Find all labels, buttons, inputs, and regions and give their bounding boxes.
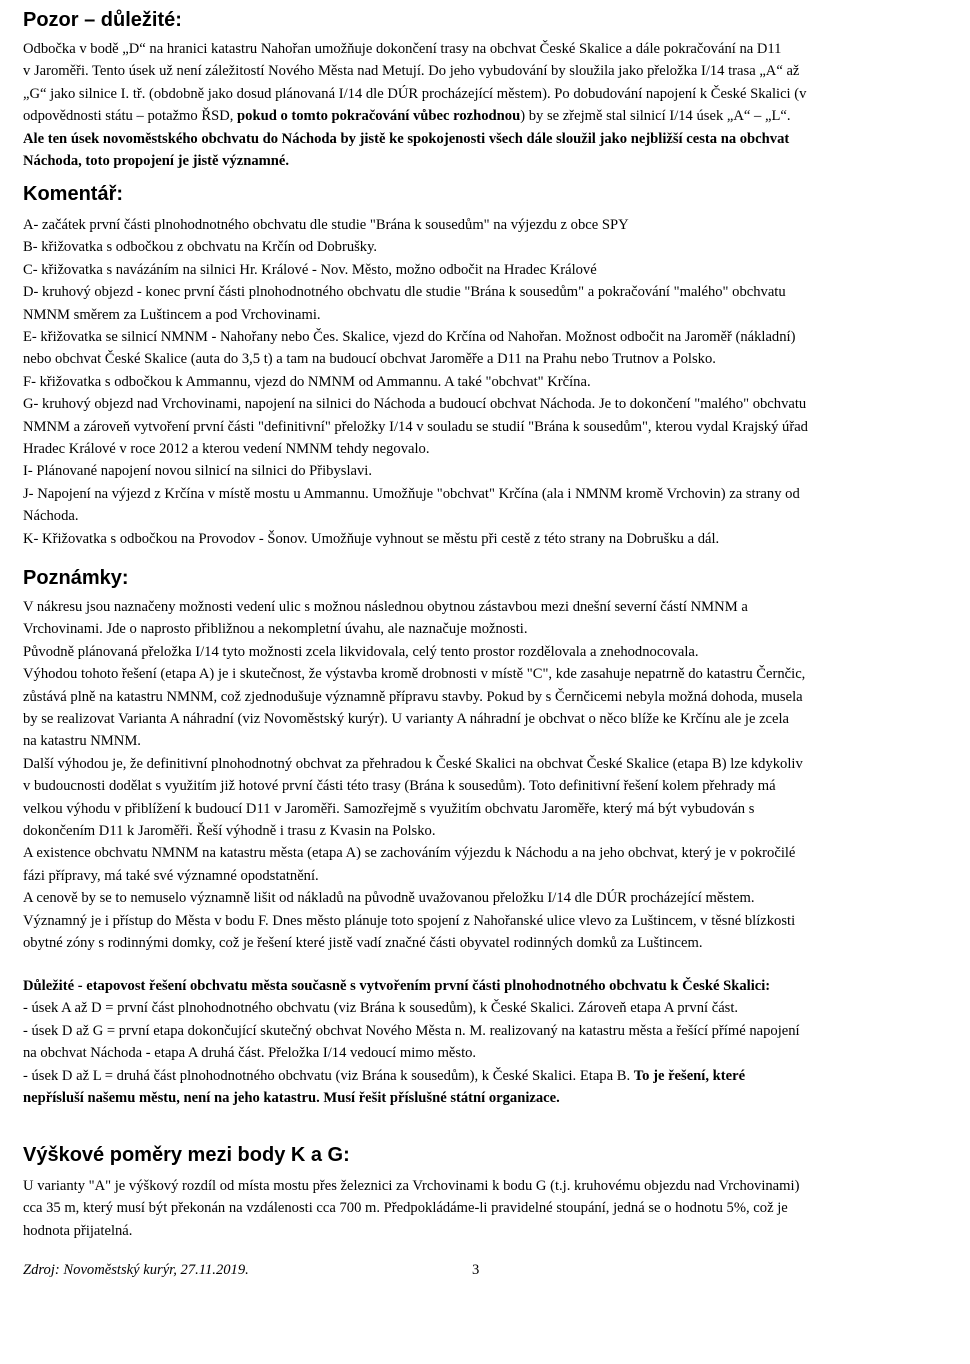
list-item: D- kruhový objezd - konec první části plnohodnotného obchvatu dle studie "Brána k sousedům" a pokračování "malého" obchvatu: [23, 284, 786, 301]
list-item: NMNM směrem za Luštincem a pod Vrchovinami.: [23, 306, 321, 323]
bold-phrase: To je řešení, které: [633, 1067, 746, 1084]
text-line: - úsek D až L = druhá část plnohodnotného obchvatu (viz Brána k sousedům), k České Skalici. Etapa B.: [23, 1067, 634, 1084]
text-line: fázi přípravy, má také své významné opodstatnění.: [23, 867, 319, 884]
bold-line: nepřísluší našemu městu, není na jeho katastru. Musí řešit příslušné státní organizace.: [23, 1090, 560, 1107]
list-item: E- křižovatka se silnicí NMNM - Nahořany nebo Čes. Skalice, vjezd do Krčína od Nahořan. Možnost odbočit na Jaroměř (nákladní): [23, 329, 796, 346]
list-item: Náchoda.: [23, 508, 79, 525]
text-line: A cenově by se to nemuselo významně lišit od nákladů na původně uvažovanou přeložku I/14 dle DÚR procházející městem.: [23, 890, 755, 907]
list-item: F- křižovatka s odbočkou k Ammannu, vjezd do NMNM od Ammannu. A také "obchvat" Krčína.: [23, 373, 591, 390]
text-line: na katastru NMNM.: [23, 733, 141, 750]
text-line: Další výhodou je, že definitivní plnohodnotný obchvat za přehradou k České Skalici na obchvat České Skalice (etapa B) lze kdykoliv: [23, 755, 803, 772]
section-heading-poznamky: Poznámky:: [23, 567, 129, 589]
source-citation: Zdroj: Novoměstský kurýr, 27.11.2019.: [23, 1262, 249, 1278]
text-line: v budoucnosti dodělat s využitím již hotové první části této trasy (Brána k sousedům). Toto definitivní řešení kolem přehrady má: [23, 778, 776, 795]
text-line: Odbočka v bodě „D“ na hranici katastru Nahořan umožňuje dokončení trasy na obchvat České Skalice a dále pokračování na D11: [23, 41, 782, 57]
vyskove-paragraph: [23, 1175, 799, 1242]
text-line: Původně plánovaná přeložka I/14 tyto možnosti zcela likvidovala, celý tento prostor rozdělovala a znehodnocovala.: [23, 643, 699, 660]
text-line: A existence obchvatu NMNM na katastru města (etapa A) se zachováním výjezdu k Náchodu a na jeho obchvat, který je v pokročilé: [23, 845, 796, 862]
text-line: U varianty "A" je výškový rozdíl od místa mostu přes železnici za Vrchovinami k bodu G (t.j. kruhovému objezdu nad Vrchovinami): [23, 1178, 800, 1194]
poznamky-paragraph: [23, 596, 805, 955]
text-line: velkou výhodu v přiblížení k budoucí D11 v Jaroměři. Samozřejmě s využitím obchvatu Jaroměře, který má být vybudován s: [23, 800, 755, 817]
komentar-list: [23, 214, 808, 550]
text-line: Vrchovinami. Jde o naprosto přibližnou a nekompletní úvahu, ale naznačuje možnosti.: [23, 621, 528, 638]
text-line: v Jaroměři. Tento úsek už není záležitostí Nového Města nad Metují. Do jeho vybudování by sloužila jako přeložka I/14 trasa „A“ až: [23, 63, 800, 80]
list-item: B- křižovatka s odbočkou z obchvatu na Krčín od Dobrušky.: [23, 239, 378, 256]
text-line: obytné zóny s rodinnými domky, což je řešení které jistě vadí značné části obyvatel rodinných domků za Luštincem.: [23, 935, 703, 952]
text-line: „G“ jako silnice I. tř. (obdobně jako dosud plánovaná I/14 dle DÚR procházející městem). Po dobudování napojení k České Skalici (v: [23, 85, 807, 102]
bold-phrase: pokud o tomto pokračování vůbec rozhodnou: [237, 108, 521, 125]
bold-line: Náchoda, toto propojení je jistě významné.: [23, 153, 290, 170]
text-line: hodnota přijatelná.: [23, 1222, 133, 1239]
bold-line: Důležité - etapovost řešení obchvatu města současně s vytvořením první části plnohodnotného obchvatu k České Skalici:: [23, 978, 771, 994]
list-item: K- Křižovatka s odbočkou na Provodov - Šonov. Umožňuje vyhnout se městu při cestě z této strany na Dobrušku a dál.: [23, 530, 720, 547]
list-item: I- Plánované napojení novou silnicí na silnici do Přibyslavi.: [23, 463, 372, 480]
text-line: ) by se zřejmě stal silnicí I/14 úsek „A“ – „L“.: [520, 108, 791, 125]
text-line: - úsek A až D = první část plnohodnotného obchvatu (viz Brána k sousedům), k České Skalici. Zároveň etapa A první část.: [23, 1000, 739, 1017]
list-item: G- kruhový objezd nad Vrchovinami, napojení na silnici do Náchoda a budoucí obchvat Náchoda. Je to dokončení "malého" obchvatu: [23, 396, 807, 413]
text-line: V nákresu jsou naznačeny možnosti vedení ulic s možnou následnou obytnou zástavbou mezi dnešní severní částí NMNM a: [23, 599, 748, 615]
list-item: Hradec Králové v roce 2012 a kterou vedení NMNM tehdy negovalo.: [23, 441, 430, 458]
list-item: NMNM a zároveň vytvoření první části "definitivní" přeložky I/14 v souladu se studií "Brána k sousedům", kterou vydal Krajský úřad: [23, 418, 808, 435]
text-line: dokončením D11 k Jaroměři. Řeší výhodně i trasu z Kvasin na Polsko.: [23, 823, 436, 840]
page-number: 3: [472, 1262, 480, 1278]
section-heading-vyskove: Výškové poměry mezi body K a G:: [23, 1144, 350, 1166]
text-line: Významný je i přístup do Města v bodu F. Dnes město plánuje toto spojení z Nahořanské ulice vlevo za Luštincem, v těsné blízkosti: [23, 912, 796, 929]
list-item: J- Napojení na výjezd z Krčína v místě mostu u Ammannu. Umožňuje "obchvat" Krčína (ala i NMNM kromě Vrchovin) za strany od: [23, 485, 800, 502]
section-heading-komentar: Komentář:: [23, 183, 124, 205]
text-line: na obchvat Náchoda - etapa A druhá část. Přeložka I/14 vedoucí mimo město.: [23, 1045, 477, 1062]
list-item: A- začátek první části plnohodnotného obchvatu dle studie "Brána k sousedům" na výjezdu z obce SPY: [23, 217, 629, 233]
text-line: - úsek D až G = první etapa dokončující skutečný obchvat Nového Města n. M. realizovaný na katastru města a řešící přímé napojení: [23, 1022, 800, 1039]
text-line: Výhodou tohoto řešení (etapa A) je i skutečnost, že výstavba kromě drobnosti v místě "C", kde zasahuje nepatrně do katastru Černčic,: [23, 666, 806, 683]
etapovost-paragraph: [23, 975, 800, 1109]
pozor-paragraph: [23, 38, 806, 172]
list-item: nebo obchvat České Skalice (auta do 3,5 t) a tam na budoucí obchvat Jaroměře a D11 na Prahu nebo Trutnov a Polsko.: [23, 351, 716, 368]
text-line: by se realizovat Varianta A náhradní (viz Novoměstský kurýr). U varianty A náhradní je obchvat o něco blíže ke Krčínu ale je zcela: [23, 711, 790, 728]
section-heading-pozor: Pozor – důležité:: [23, 9, 182, 31]
list-item: C- křižovatka s navázáním na silnici Hr. Králové - Nov. Město, možno odbočit na Hradec Králové: [23, 261, 597, 278]
text-line: cca 35 m, který musí být překonán na vzdálenosti cca 700 m. Předpokládáme-li pravidelné stoupání, jedná se o hodnotu 5%, což je: [23, 1200, 788, 1217]
bold-line: Ale ten úsek novoměstského obchvatu do Náchoda by jistě ke spokojenosti všech dále sloužil jako nejbližší cesta na obchvat: [23, 130, 790, 147]
text-line: odpovědnosti státu – potažmo ŘSD,: [23, 108, 238, 125]
text-line: zůstává plně na katastru NMNM, což zjednodušuje významně přípravu stavby. Pokud by s Černčicemi nebyla možná dohoda, musela: [23, 688, 803, 705]
